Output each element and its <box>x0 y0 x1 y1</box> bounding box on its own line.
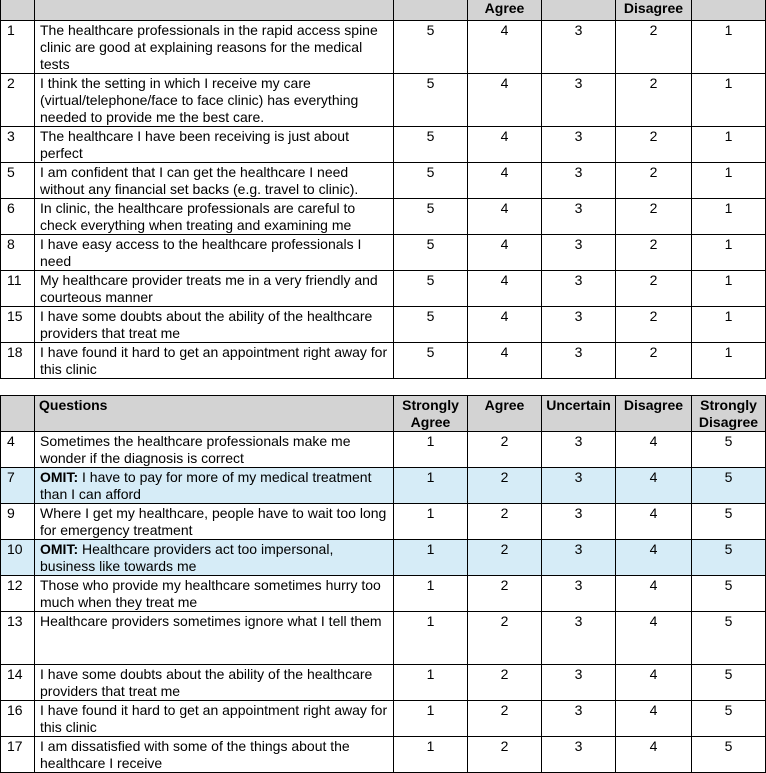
omit-label: OMIT: <box>40 541 79 557</box>
score-cell: 3 <box>542 432 616 468</box>
question-text: The healthcare professionals in the rapid access spine clinic are good at explaining reasons for the medical tests <box>35 21 394 74</box>
item-number: 1 <box>1 21 35 74</box>
score-cell: 5 <box>394 127 468 163</box>
negative-items-table <box>0 395 766 773</box>
question-text: In clinic, the healthcare professionals are careful to check everything when treating and examining me <box>35 199 394 235</box>
score-cell: 3 <box>542 21 616 74</box>
score-cell: 2 <box>616 235 692 271</box>
score-cell: 3 <box>542 737 616 773</box>
table-row <box>1 163 766 199</box>
score-cell: 1 <box>394 701 468 737</box>
score-cell: 5 <box>394 163 468 199</box>
table-row <box>1 235 766 271</box>
score-cell: 3 <box>542 235 616 271</box>
score-cell: 5 <box>394 235 468 271</box>
score-cell: 4 <box>468 127 542 163</box>
score-cell: 1 <box>394 504 468 540</box>
omit-label: OMIT: <box>40 469 79 485</box>
score-cell: 5 <box>692 701 766 737</box>
score-cell: 3 <box>542 307 616 343</box>
score-cell: 5 <box>394 307 468 343</box>
score-cell: 4 <box>616 540 692 576</box>
item-number: 16 <box>1 701 35 737</box>
score-cell: 5 <box>692 540 766 576</box>
score-cell: 4 <box>616 665 692 701</box>
table-row <box>1 504 766 540</box>
question-text: Where I get my healthcare, people have to wait too long for emergency treatment <box>35 504 394 540</box>
header-cell-uncertain: Uncertain <box>542 396 616 432</box>
header-cell-col5 <box>692 0 766 21</box>
score-cell: 3 <box>542 504 616 540</box>
score-cell: 4 <box>616 432 692 468</box>
item-number: 18 <box>1 343 35 379</box>
score-cell: 3 <box>542 343 616 379</box>
score-cell: 4 <box>468 163 542 199</box>
item-number: 15 <box>1 307 35 343</box>
item-number: 5 <box>1 163 35 199</box>
score-cell: 4 <box>616 468 692 504</box>
score-cell: 1 <box>692 163 766 199</box>
header-cell-agree: Agree <box>468 0 542 21</box>
header-cell-strongly-agree: Strongly Agree <box>394 396 468 432</box>
score-cell: 5 <box>394 271 468 307</box>
question-text: I think the setting in which I receive my care (virtual/telephone/face to face clinic) has everything needed to provide me the best care. <box>35 74 394 127</box>
score-cell: 4 <box>616 576 692 612</box>
score-cell: 1 <box>692 235 766 271</box>
question-text: I have found it hard to get an appointment right away for this clinic <box>35 343 394 379</box>
score-cell: 3 <box>542 612 616 665</box>
score-cell: 1 <box>394 612 468 665</box>
score-cell: 3 <box>542 665 616 701</box>
score-cell: 1 <box>394 432 468 468</box>
table-row <box>1 665 766 701</box>
table-row <box>1 576 766 612</box>
score-cell: 1 <box>692 271 766 307</box>
table-row <box>1 343 766 379</box>
score-cell: 5 <box>692 576 766 612</box>
score-cell: 4 <box>468 271 542 307</box>
score-cell: 1 <box>394 665 468 701</box>
score-cell: 5 <box>692 612 766 665</box>
score-cell: 2 <box>468 737 542 773</box>
score-cell: 3 <box>542 271 616 307</box>
score-cell: 3 <box>542 701 616 737</box>
item-number: 11 <box>1 271 35 307</box>
score-cell: 3 <box>542 540 616 576</box>
score-cell: 4 <box>468 21 542 74</box>
score-cell: 1 <box>394 540 468 576</box>
table-row <box>1 307 766 343</box>
header-cell-disagree: Disagree <box>616 0 692 21</box>
header-cell-number <box>1 0 35 21</box>
item-number: 12 <box>1 576 35 612</box>
score-cell: 2 <box>468 701 542 737</box>
score-cell: 4 <box>616 737 692 773</box>
positive-items-table <box>0 0 766 379</box>
score-cell: 2 <box>468 540 542 576</box>
question-cell <box>35 540 394 576</box>
score-cell: 5 <box>692 504 766 540</box>
question-text: I have some doubts about the ability of the healthcare providers that treat me <box>35 665 394 701</box>
question-cell <box>35 468 394 504</box>
score-cell: 3 <box>542 468 616 504</box>
score-cell: 1 <box>394 468 468 504</box>
score-cell: 4 <box>468 343 542 379</box>
score-cell: 3 <box>542 199 616 235</box>
header-cell-disagree: Disagree <box>616 396 692 432</box>
item-number: 8 <box>1 235 35 271</box>
score-cell: 1 <box>394 576 468 612</box>
item-number: 6 <box>1 199 35 235</box>
item-number: 4 <box>1 432 35 468</box>
header-cell-col1 <box>394 0 468 21</box>
table-row <box>1 74 766 127</box>
score-cell: 3 <box>542 576 616 612</box>
score-cell: 5 <box>692 432 766 468</box>
score-cell: 2 <box>616 307 692 343</box>
table-row <box>1 612 766 665</box>
score-cell: 2 <box>616 127 692 163</box>
item-number: 7 <box>1 468 35 504</box>
score-cell: 2 <box>468 432 542 468</box>
question-text: I am dissatisfied with some of the things about the healthcare I receive <box>35 737 394 773</box>
table-row <box>1 701 766 737</box>
item-number: 2 <box>1 74 35 127</box>
question-text: Sometimes the healthcare professionals make me wonder if the diagnosis is correct <box>35 432 394 468</box>
table-header-row <box>1 0 766 21</box>
score-cell: 2 <box>468 665 542 701</box>
table-row <box>1 737 766 773</box>
score-cell: 2 <box>616 74 692 127</box>
item-number: 3 <box>1 127 35 163</box>
score-cell: 1 <box>692 343 766 379</box>
header-cell-col3 <box>542 0 616 21</box>
score-cell: 2 <box>616 343 692 379</box>
score-cell: 3 <box>542 163 616 199</box>
question-text: I have found it hard to get an appointment right away for this clinic <box>35 701 394 737</box>
score-cell: 1 <box>692 21 766 74</box>
question-text: Healthcare providers sometimes ignore what I tell them <box>35 612 394 665</box>
score-cell: 1 <box>692 127 766 163</box>
score-cell: 1 <box>394 737 468 773</box>
question-text: I have easy access to the healthcare professionals I need <box>35 235 394 271</box>
table-row-omitted <box>1 468 766 504</box>
score-cell: 5 <box>692 468 766 504</box>
score-cell: 2 <box>616 199 692 235</box>
score-cell: 5 <box>394 343 468 379</box>
item-number: 13 <box>1 612 35 665</box>
score-cell: 1 <box>692 307 766 343</box>
score-cell: 4 <box>616 504 692 540</box>
header-cell-number <box>1 396 35 432</box>
table-row <box>1 199 766 235</box>
header-cell-strongly-disagree: Strongly Disagree <box>692 396 766 432</box>
score-cell: 5 <box>394 74 468 127</box>
score-cell: 5 <box>692 665 766 701</box>
score-cell: 3 <box>542 74 616 127</box>
question-text: My healthcare provider treats me in a very friendly and courteous manner <box>35 271 394 307</box>
question-text: I have to pay for more of my medical treatment than I can afford <box>40 469 372 502</box>
score-cell: 1 <box>692 74 766 127</box>
table-row <box>1 21 766 74</box>
question-text: Healthcare providers act too impersonal, business like towards me <box>40 541 334 574</box>
score-cell: 2 <box>468 576 542 612</box>
score-cell: 5 <box>394 21 468 74</box>
item-number: 17 <box>1 737 35 773</box>
score-cell: 2 <box>616 21 692 74</box>
header-cell-questions: Questions <box>35 396 394 432</box>
score-cell: 2 <box>468 612 542 665</box>
score-cell: 5 <box>692 737 766 773</box>
score-cell: 4 <box>468 307 542 343</box>
score-cell: 4 <box>468 74 542 127</box>
score-cell: 1 <box>692 199 766 235</box>
score-cell: 4 <box>616 701 692 737</box>
score-cell: 4 <box>468 235 542 271</box>
score-cell: 2 <box>616 271 692 307</box>
item-number: 10 <box>1 540 35 576</box>
question-text: I have some doubts about the ability of the healthcare providers that treat me <box>35 307 394 343</box>
question-text: Those who provide my healthcare sometimes hurry too much when they treat me <box>35 576 394 612</box>
question-text: The healthcare I have been receiving is just about perfect <box>35 127 394 163</box>
item-number: 14 <box>1 665 35 701</box>
table-row <box>1 271 766 307</box>
table-row <box>1 432 766 468</box>
header-cell-question <box>35 0 394 21</box>
table-header-row <box>1 396 766 432</box>
item-number: 9 <box>1 504 35 540</box>
table-row-omitted <box>1 540 766 576</box>
header-cell-agree: Agree <box>468 396 542 432</box>
score-cell: 4 <box>616 612 692 665</box>
score-cell: 2 <box>468 504 542 540</box>
question-text: I am confident that I can get the healthcare I need without any financial set backs (e.g. travel to clinic). <box>35 163 394 199</box>
score-cell: 2 <box>616 163 692 199</box>
score-cell: 5 <box>394 199 468 235</box>
table-row <box>1 127 766 163</box>
score-cell: 4 <box>468 199 542 235</box>
score-cell: 3 <box>542 127 616 163</box>
score-cell: 2 <box>468 468 542 504</box>
